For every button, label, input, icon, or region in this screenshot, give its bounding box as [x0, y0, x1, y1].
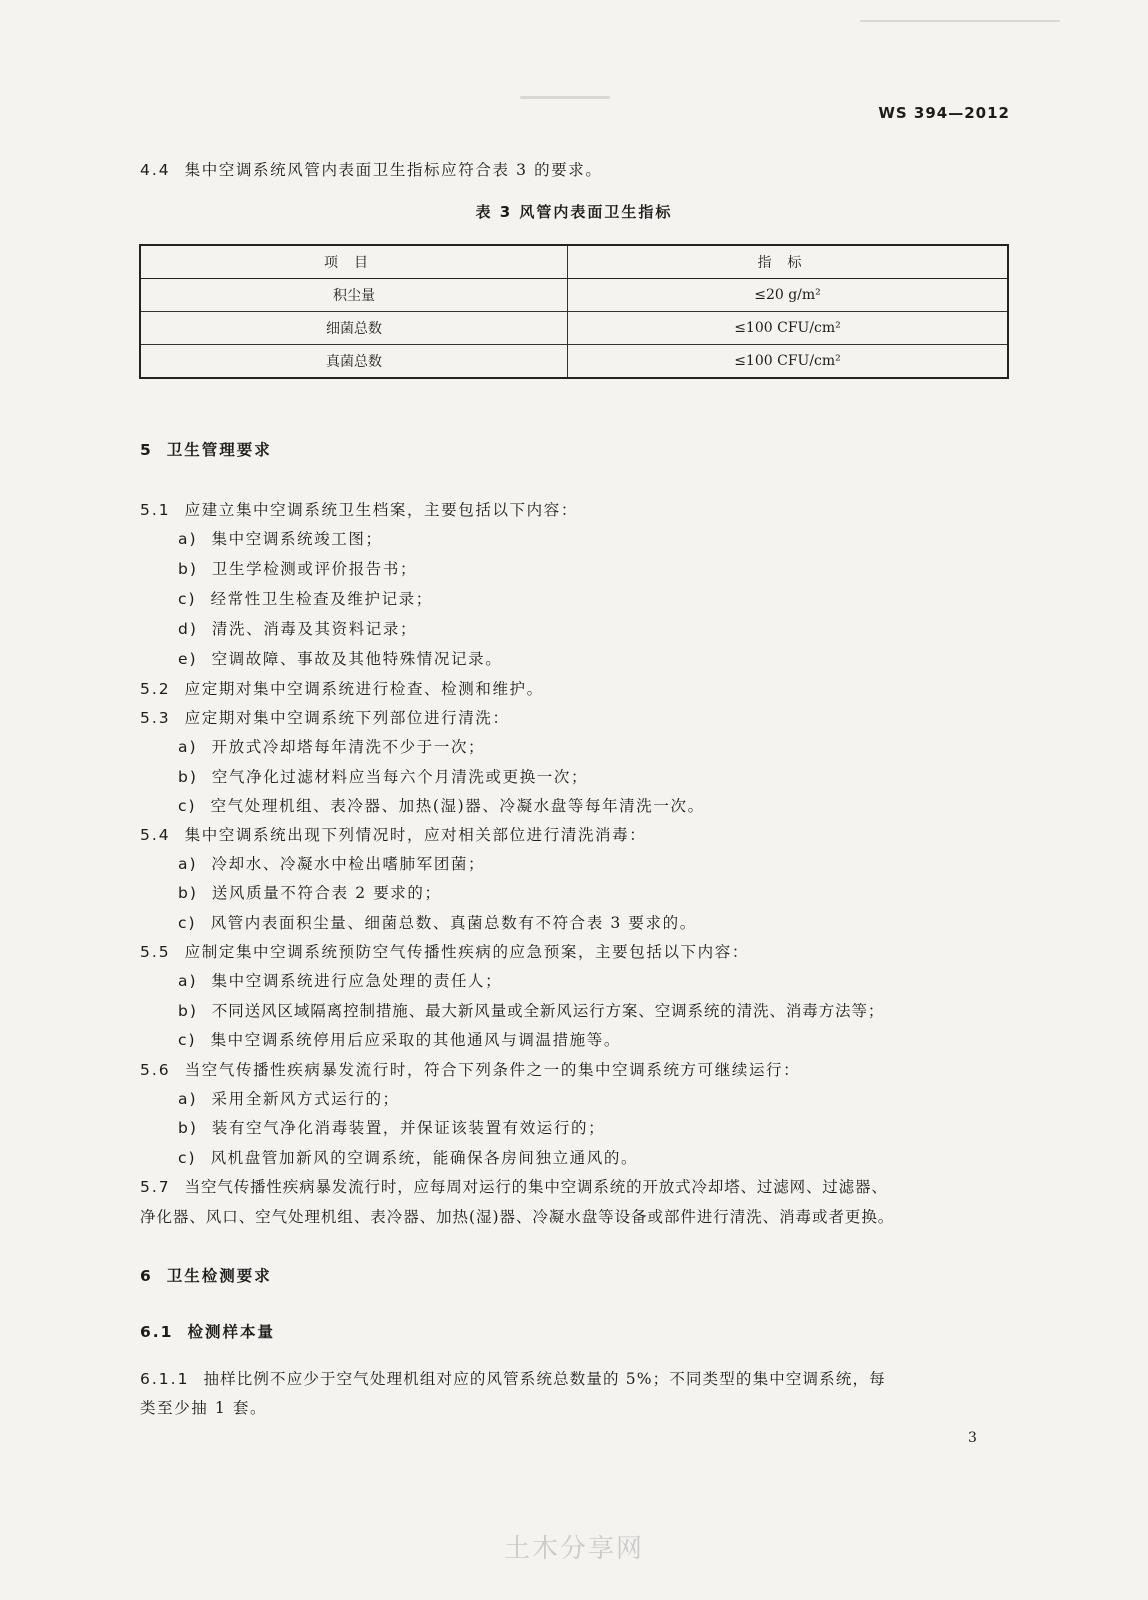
item-text: 风管内表面积尘量、细菌总数、真菌总数有不符合表 3 要求的。 [210, 914, 697, 932]
page-number: 3 [968, 1430, 977, 1446]
item-text: 经常性卫生检查及维护记录； [210, 590, 433, 608]
table-row [140, 345, 1008, 379]
clause-number: 5.7 [140, 1178, 171, 1196]
item-marker: c) [178, 1149, 197, 1167]
item-marker: a) [178, 855, 198, 873]
clause-text: 集中空调系统出现下列情况时，应对相关部位进行清洗消毒： [184, 826, 647, 844]
list-item [178, 881, 442, 903]
item-marker: b) [178, 1119, 198, 1137]
clause-number: 6.1.1 [140, 1370, 190, 1388]
clause-6-1-1-continued: 类至少抽 1 套。 [140, 1399, 268, 1417]
table-cell: 真菌总数 [140, 345, 568, 379]
clause-number: 5.1 [140, 501, 171, 519]
section-title: 卫生检测要求 [166, 1267, 272, 1285]
list-item [178, 527, 383, 549]
clause-6-1-1 [140, 1367, 886, 1389]
section-heading [140, 1264, 272, 1286]
column-header: 指标 [568, 245, 1009, 279]
clause-text: 应建立集中空调系统卫生档案，主要包括以下内容： [184, 501, 578, 519]
item-marker: c) [178, 590, 197, 608]
clause-5-6 [140, 1058, 800, 1080]
list-item [178, 765, 588, 787]
item-text: 集中空调系统进行应急处理的责任人； [211, 972, 503, 990]
item-text: 空气处理机组、表冷器、加热(湿)器、冷凝水盘等每年清洗一次。 [210, 797, 705, 815]
item-text: 风机盘管加新风的空调系统，能确保各房间独立通风的。 [210, 1149, 639, 1167]
item-text: 开放式冷却塔每年清洗不少于一次； [211, 738, 486, 756]
item-marker: a) [178, 972, 198, 990]
scan-artifact [860, 20, 1060, 22]
clause-number: 5.2 [140, 680, 171, 698]
item-text: 清洗、消毒及其资料记录； [211, 620, 418, 638]
item-marker: b) [178, 884, 198, 902]
clause-number: 4.4 [140, 161, 171, 179]
list-item [178, 1087, 400, 1109]
clause-number: 5.6 [140, 1061, 171, 1079]
item-marker: b) [178, 768, 198, 786]
table-cell: ≤20 g/m² [568, 279, 1009, 312]
list-item [178, 999, 884, 1021]
clause-number: 5.5 [140, 943, 171, 961]
clause-4-4 [140, 158, 602, 180]
clause-5-4 [140, 823, 646, 845]
subsection-number: 6.1 [140, 1323, 174, 1341]
item-marker: c) [178, 914, 197, 932]
item-text: 集中空调系统停用后应采取的其他通风与调温措施等。 [210, 1031, 621, 1049]
clause-text: 抽样比例不应少于空气处理机组对应的风管系统总数量的 5%；不同类型的集中空调系统，每 [203, 1370, 886, 1388]
item-marker: a) [178, 738, 198, 756]
clause-text: 当空气传播性疾病暴发流行时，符合下列条件之一的集中空调系统方可继续运行： [184, 1061, 801, 1079]
item-text: 集中空调系统竣工图； [211, 530, 383, 548]
list-item [178, 1028, 621, 1050]
table-caption: 表 3 风管内表面卫生指标 [475, 203, 673, 221]
watermark: 土木分享网 [503, 1534, 644, 1564]
list-item [178, 557, 417, 579]
item-marker: a) [178, 1090, 198, 1108]
clause-number: 5.4 [140, 826, 171, 844]
clause-text: 集中空调系统风管内表面卫生指标应符合表 3 的要求。 [184, 161, 603, 179]
item-text: 采用全新风方式运行的； [211, 1090, 400, 1108]
list-item [178, 794, 705, 816]
list-item [178, 969, 502, 991]
section-title: 卫生管理要求 [166, 441, 272, 459]
item-marker: b) [178, 1002, 198, 1020]
hygiene-index-table [139, 244, 1009, 379]
list-item [178, 617, 417, 639]
table-cell: ≤100 CFU/cm² [568, 345, 1009, 379]
clause-5-7 [140, 1175, 888, 1197]
list-item [178, 647, 502, 669]
table-cell: 积尘量 [140, 279, 568, 312]
list-item [178, 587, 433, 609]
clause-number: 5.3 [140, 709, 171, 727]
clause-text: 应定期对集中空调系统下列部位进行清洗： [184, 709, 510, 727]
item-marker: a) [178, 530, 198, 548]
column-header: 项目 [140, 245, 568, 279]
table-row [140, 312, 1008, 345]
item-marker: c) [178, 797, 197, 815]
standard-code: WS 394—2012 [878, 104, 1010, 122]
list-item [178, 735, 485, 757]
table-cell: ≤100 CFU/cm² [568, 312, 1009, 345]
item-text: 空气净化过滤材料应当每六个月清洗或更换一次； [211, 768, 589, 786]
item-text: 卫生学检测或评价报告书； [211, 560, 418, 578]
clause-5-5 [140, 940, 749, 962]
list-item [178, 852, 485, 874]
clause-text: 应制定集中空调系统预防空气传播性疾病的应急预案，主要包括以下内容： [184, 943, 749, 961]
clause-5-3 [140, 706, 510, 728]
item-marker: c) [178, 1031, 197, 1049]
item-marker: d) [178, 620, 198, 638]
list-item [178, 1146, 638, 1168]
section-heading [140, 438, 272, 460]
section-number: 6 [140, 1267, 153, 1285]
list-item [178, 1116, 605, 1138]
list-item [178, 911, 697, 933]
subsection-title: 检测样本量 [187, 1323, 275, 1341]
item-text: 空调故障、事故及其他特殊情况记录。 [211, 650, 503, 668]
table-header-row [140, 245, 1008, 279]
table-row [140, 279, 1008, 312]
section-number: 5 [140, 441, 153, 459]
item-text: 冷却水、冷凝水中检出嗜肺军团菌； [211, 855, 486, 873]
clause-5-2 [140, 677, 544, 699]
clause-text: 当空气传播性疾病暴发流行时，应每周对运行的集中空调系统的开放式冷却塔、过滤网、过滤器、 [184, 1178, 888, 1196]
clause-5-7-continued: 净化器、风口、空气处理机组、表冷器、加热(湿)器、冷凝水盘等设备或部件进行清洗、消毒或者更换。 [140, 1208, 895, 1226]
item-text: 送风质量不符合表 2 要求的； [211, 884, 442, 902]
item-marker: e) [178, 650, 198, 668]
item-text: 不同送风区域隔离控制措施、最大新风量或全新风运行方案、空调系统的清洗、消毒方法等； [211, 1002, 885, 1020]
clause-5-1 [140, 498, 578, 520]
subsection-heading [140, 1320, 275, 1342]
scan-artifact [520, 96, 610, 99]
clause-text: 应定期对集中空调系统进行检查、检测和维护。 [184, 680, 544, 698]
item-text: 装有空气净化消毒装置，并保证该装置有效运行的； [211, 1119, 606, 1137]
table-cell: 细菌总数 [140, 312, 568, 345]
item-marker: b) [178, 560, 198, 578]
